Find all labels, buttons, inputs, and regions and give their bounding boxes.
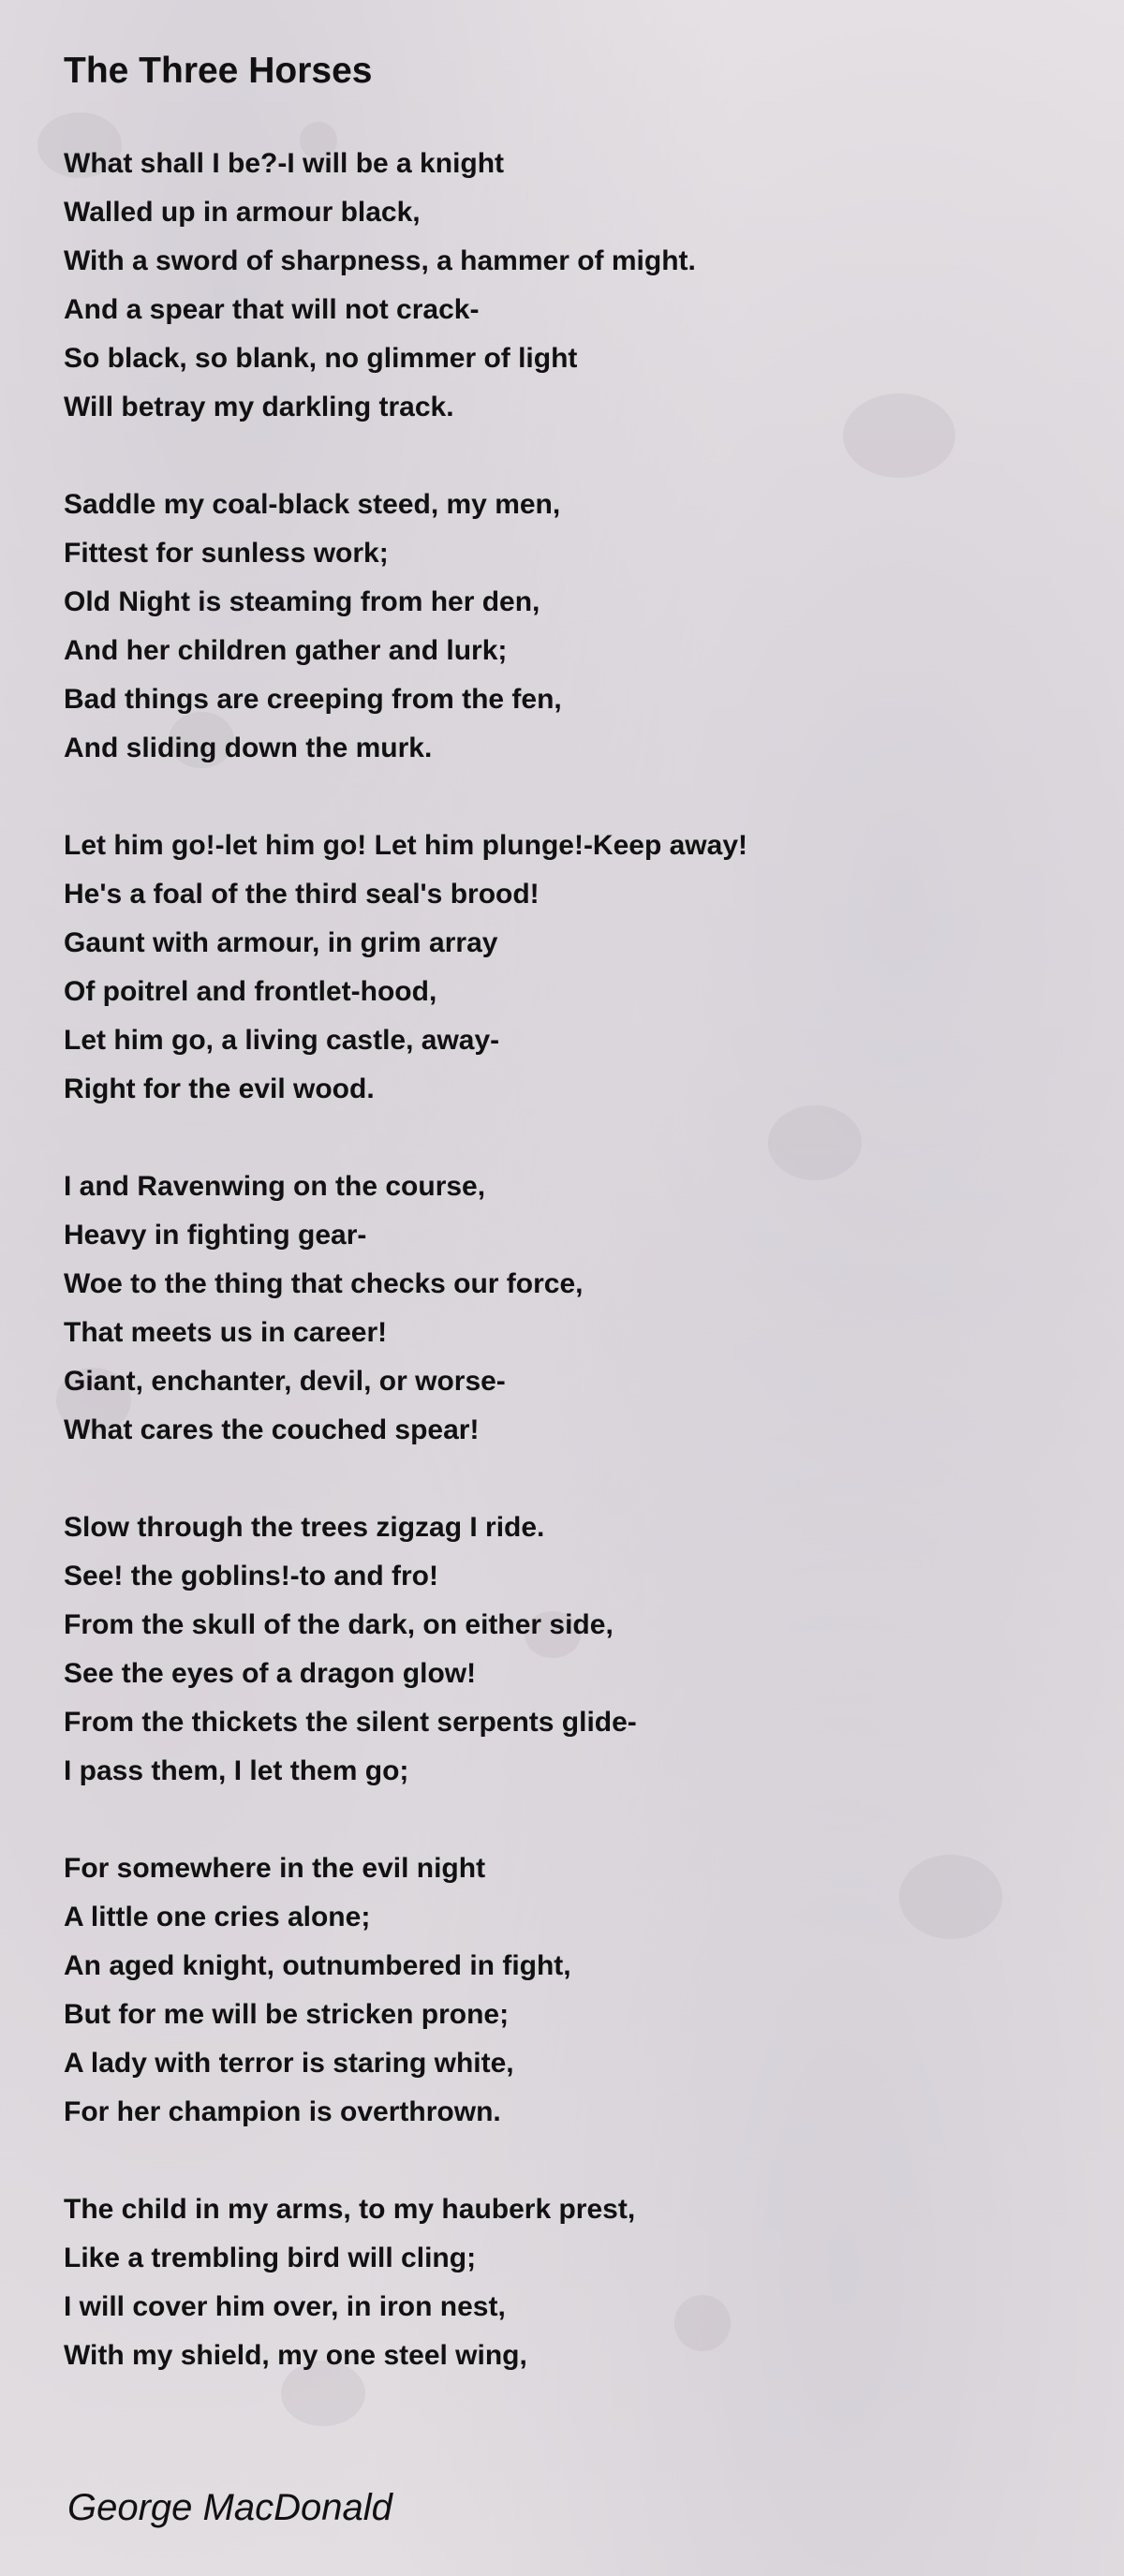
poem-line: And her children gather and lurk; [64, 635, 508, 666]
stanza [64, 481, 1075, 773]
poem-line: What cares the couched spear! [64, 1414, 480, 1445]
poem-line: Old Night is steaming from her den, [64, 586, 540, 617]
poem-line: And a spear that will not crack- [64, 294, 480, 325]
poem-line: See! the goblins!-to and fro! [64, 1561, 438, 1591]
poem-line: What shall I be?-I will be a knight [64, 148, 505, 179]
stanza [64, 1503, 1075, 1796]
poem-line: So black, so blank, no glimmer of light [64, 343, 578, 374]
poem-line: See the eyes of a dragon glow! [64, 1658, 477, 1689]
poem-line: He's a foal of the third seal's brood! [64, 879, 540, 910]
poem-line: From the thickets the silent serpents glide- [64, 1707, 637, 1738]
poem-line: I will cover him over, in iron nest, [64, 2291, 506, 2322]
poem-line: Heavy in fighting gear- [64, 1220, 367, 1251]
poem-line: Fittest for sunless work; [64, 538, 389, 569]
poem-line: I pass them, I let them go; [64, 1755, 409, 1786]
stanza [64, 2185, 1075, 2380]
stanza [64, 1844, 1075, 2137]
stanza [64, 140, 1075, 432]
poem-line: Like a trembling bird will cling; [64, 2243, 477, 2273]
poem-line: From the skull of the dark, on either side, [64, 1609, 614, 1640]
poem-line: Walled up in armour black, [64, 197, 421, 228]
poem-line: But for me will be stricken prone; [64, 1999, 510, 2030]
poem-line: An aged knight, outnumbered in fight, [64, 1950, 571, 1981]
poem-author: George MacDonald [67, 2487, 392, 2528]
poem-line: Gaunt with armour, in grim array [64, 927, 498, 958]
poem-body [64, 140, 1075, 2429]
poem-line: A lady with terror is staring white, [64, 2048, 514, 2079]
poem-line: The child in my arms, to my hauberk prest, [64, 2194, 636, 2225]
stanza [64, 1162, 1075, 1455]
poem-line: Giant, enchanter, devil, or worse- [64, 1366, 506, 1397]
poem-line: Bad things are creeping from the fen, [64, 684, 562, 715]
poem-line: Let him go, a living castle, away- [64, 1025, 500, 1056]
poem-line: For somewhere in the evil night [64, 1853, 486, 1884]
poem-line: Of poitrel and frontlet-hood, [64, 976, 437, 1007]
poem-title: The Three Horses [64, 51, 373, 91]
poem-line: With my shield, my one steel wing, [64, 2340, 527, 2371]
poem-line: I and Ravenwing on the course, [64, 1171, 486, 1202]
poem-line: And sliding down the murk. [64, 733, 433, 763]
poem-line: Saddle my coal-black steed, my men, [64, 489, 561, 520]
poem-line: For her champion is overthrown. [64, 2096, 501, 2127]
poem-line: Will betray my darkling track. [64, 392, 454, 422]
poem-line: That meets us in career! [64, 1317, 388, 1348]
poem-line: Right for the evil wood. [64, 1073, 375, 1104]
stanza [64, 822, 1075, 1114]
poem-line: Slow through the trees zigzag I ride. [64, 1512, 545, 1543]
poem-line: Let him go!-let him go! Let him plunge!-Keep away! [64, 830, 748, 861]
poem-line: With a sword of sharpness, a hammer of might. [64, 245, 696, 276]
poem-line: Woe to the thing that checks our force, [64, 1268, 584, 1299]
poem-line: A little one cries alone; [64, 1902, 371, 1932]
